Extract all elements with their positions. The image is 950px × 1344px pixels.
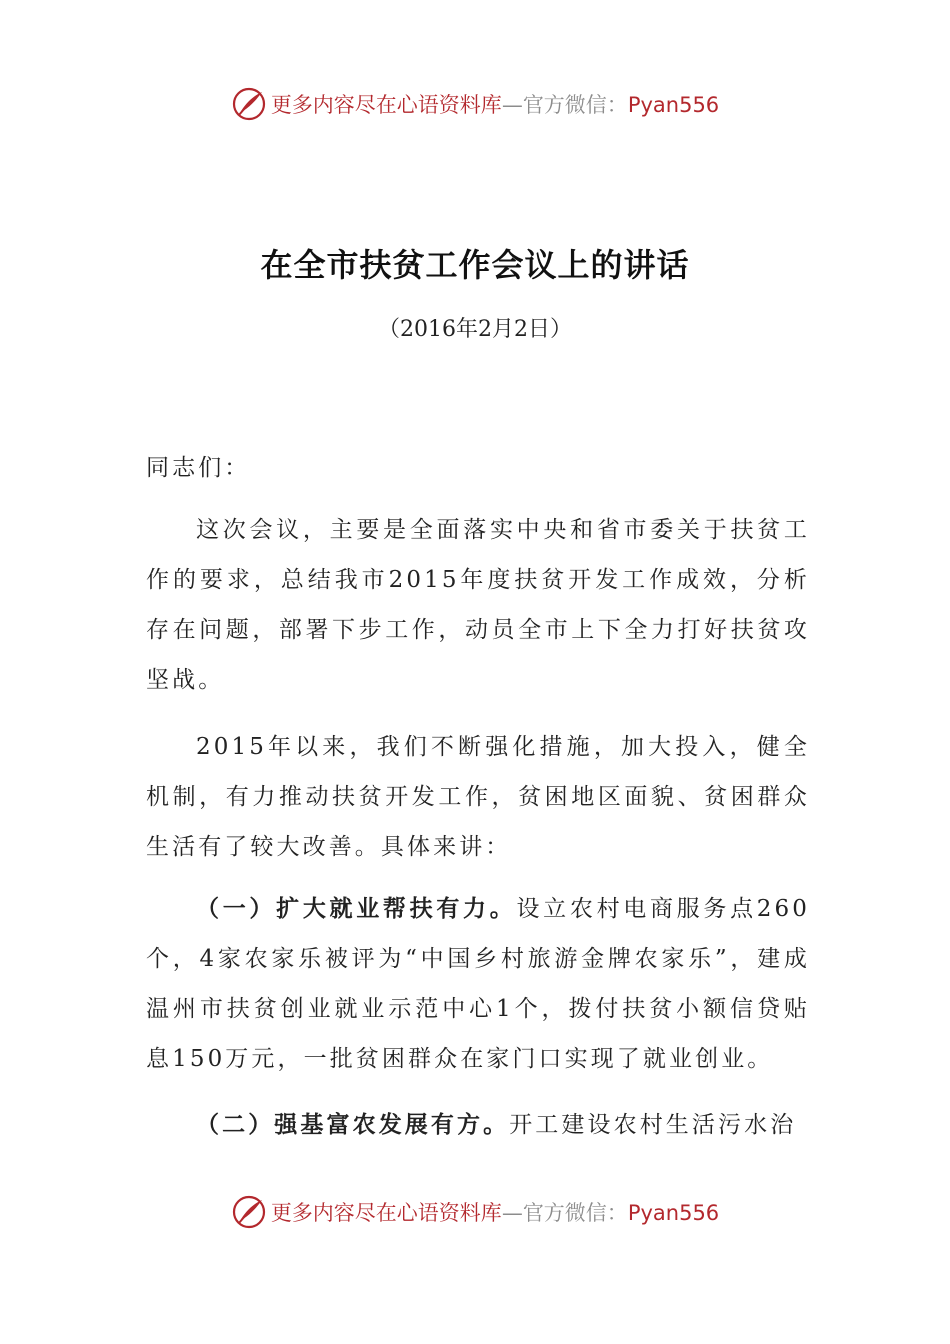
salutation-text: 同志们：	[146, 455, 251, 481]
section-2-text: 开工建设农村生活污水治	[509, 1112, 797, 1138]
paragraph-1-text: 这次会议，主要是全面落实中央和省市委关于扶贫工作的要求，总结我市2015年度扶贫开发工作成效，分析存在问题，部署下步工作，动员全市上下全力打好扶贫攻坚战。	[146, 517, 810, 693]
section-1-text: 设立农村电商服务点260个，4家农家乐被评为“中国乡村旅游金牌农家乐”，建成温州市扶贫创业就业示范中心1个，拨付扶贫小额信贷贴息150万元，一批贫困群众在家门口实现了就业创业。	[146, 896, 810, 1072]
section-2-paragraph	[146, 1100, 810, 1150]
watermark-banner-bottom	[0, 1190, 950, 1234]
watermark-text: 更多内容尽在心语资料库—官方微信：Pyan556	[270, 1201, 720, 1225]
document-date: （2016年2月2日）	[378, 317, 572, 342]
paragraph-summary	[146, 722, 810, 872]
section-2-heading: （二）强基富农发展有方。	[196, 1111, 510, 1138]
paragraph-intro	[146, 505, 810, 705]
section-1-heading: （一）扩大就业帮扶有力。	[196, 895, 517, 922]
feather-pen-logo-icon	[231, 86, 267, 122]
paragraph-2-text: 2015年以来，我们不断强化措施，加大投入，健全机制，有力推动扶贫开发工作，贫困地区面貌、贫困群众生活有了较大改善。具体来讲：	[146, 734, 810, 860]
salutation	[146, 443, 810, 493]
document-title: 在全市扶贫工作会议上的讲话	[260, 246, 690, 284]
watermark-text: 更多内容尽在心语资料库—官方微信：Pyan556	[270, 93, 720, 117]
feather-pen-logo-icon	[231, 1194, 267, 1230]
section-2	[146, 1100, 810, 1150]
section-1-paragraph	[146, 884, 810, 1084]
watermark-banner-top	[0, 82, 950, 126]
section-1	[146, 884, 810, 1084]
